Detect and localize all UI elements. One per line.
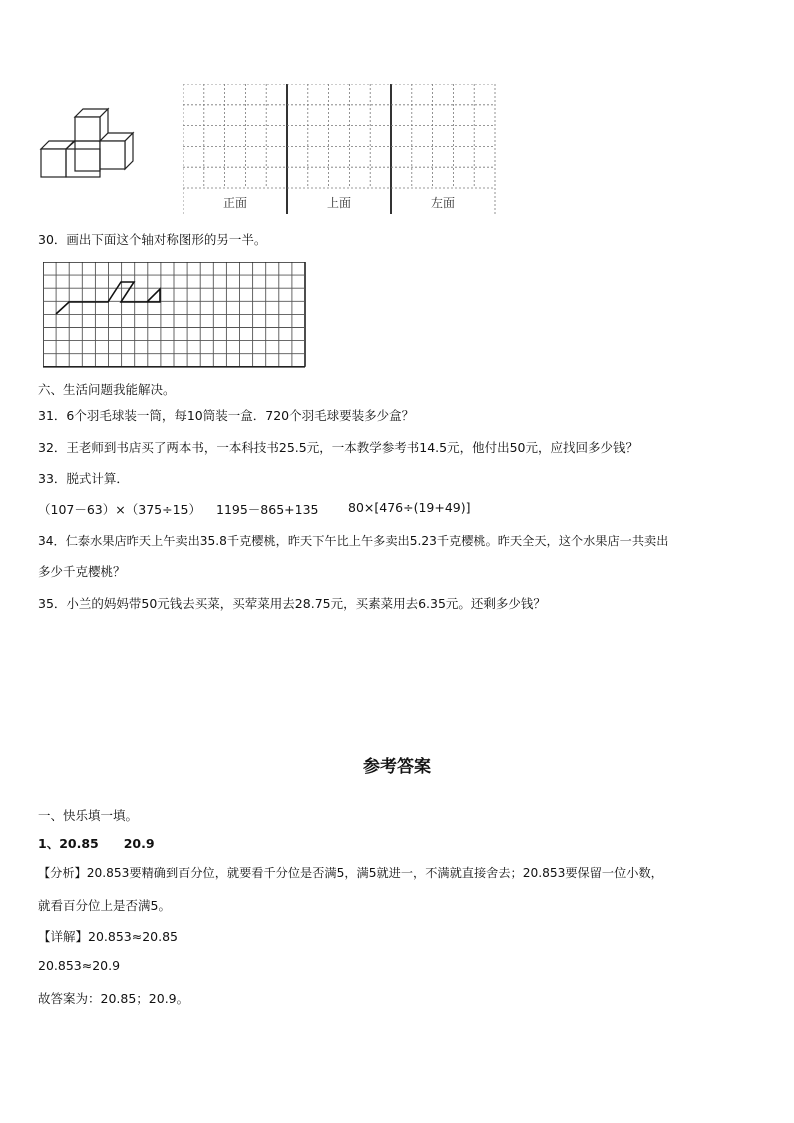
question-32: 32．王老师到书店买了两本书，一本科技书25.5元，一本教学参考书14.5元，他付出50元，应找回多少钱？ bbox=[38, 440, 638, 455]
answers-title: 参考答案 bbox=[363, 757, 431, 777]
question-33: 33．脱式计算． bbox=[38, 471, 129, 486]
half-shape-outline bbox=[56, 282, 160, 314]
answer-1-analysis-line-2: 就看百分位上是否满5。 bbox=[38, 898, 171, 913]
answer-1-analysis-line-1: 【分析】20.853要精确到百分位，就要看千分位是否满5，满5就进一，不满就直接舍去；20.853要保留一位小数， bbox=[38, 866, 663, 880]
question-35: 35．小兰的妈妈带50元钱去买菜，买荤菜用去28.75元，买素菜用去6.35元。还剩多少钱？ bbox=[38, 596, 546, 611]
answers-section-1: 一、快乐填一填。 bbox=[38, 808, 139, 823]
front-view-label: 正面 bbox=[222, 196, 247, 210]
q33-expression-3: 80×[476÷(19+49)] bbox=[348, 500, 471, 515]
section-6-heading: 六、生活问题我能解决。 bbox=[38, 382, 176, 397]
question-30: 30．画出下面这个轴对称图形的另一半。 bbox=[38, 232, 267, 247]
answer-1-head: 1、20.85 20.9 bbox=[38, 836, 155, 851]
symmetry-grid bbox=[43, 262, 307, 368]
cube-figure bbox=[38, 105, 138, 181]
left-view-label: 左面 bbox=[430, 196, 455, 210]
answer-1-conclusion: 故答案为：20.85；20.9。 bbox=[38, 991, 190, 1006]
answer-1-detail-2: 20.853≈20.9 bbox=[38, 958, 121, 973]
question-34-line-2: 多少千克樱桃？ bbox=[38, 564, 126, 579]
question-31: 31．6个羽毛球装一筒，每10筒装一盒．720个羽毛球要装多少盒？ bbox=[38, 408, 415, 423]
q33-expression-1: （107－63）×（375÷15） bbox=[38, 502, 201, 517]
question-34-line-1: 34．仁泰水果店昨天上午卖出35.8千克樱桃，昨天下午比上午多卖出5.23千克樱桃。昨天全天，这个水果店一共卖出 bbox=[38, 534, 669, 548]
top-view-label: 上面 bbox=[326, 196, 351, 210]
q33-expression-2: 1195－865+135 bbox=[216, 502, 319, 517]
answer-1-detail-1: 【详解】20.853≈20.85 bbox=[38, 929, 178, 944]
